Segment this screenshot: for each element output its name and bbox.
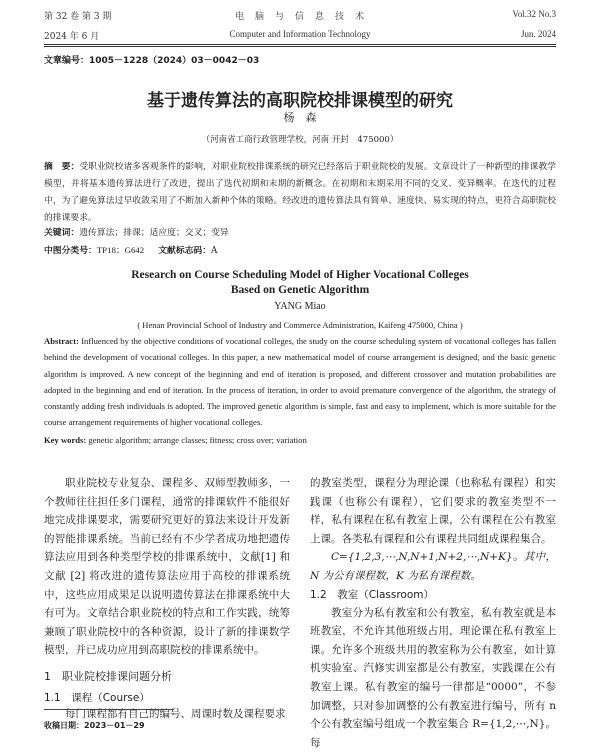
- classroom-paragraph: 教室分为私有教室和公有教室，私有教室就是本班教室，不允许其他班级占用，理论课在私有教室上课。允许多个班级共用的教室称为公有教室，如计算机实验室、汽修实训室都是公有教室，实践课在公有教室上课。私有教室的编号一律都是“0000”，不参加调整，只对参加调整的公有教室进行编号，所有 n 个公有教室编号组成一个教室集合 R={1,2,⋯,N}。每: [310, 606, 556, 749]
- abstract-en: [44, 333, 556, 431]
- intro-paragraph: 职业院校专业复杂、课程多、双师型教师多，一个教师往往担任多门课程，通常的排课软件不能很好地完成排课要求，需要研究更好的算法来设计开发新的智能排课系统。当前已经有不少学者成功地把遗传算法应用到各种类型学校的排课系统中，文献[1] 和文献 [2] 将改进的遗传算法应用于高校的排课系统中，这些应用成果足以说明遗传算法在排课系统中大有可为。文章结合职业院校的特点和工作实践，统筹兼顾了职业院校中的各种资源，设计了新的排课数学模型，并已成功应用到高职院校的排课系统中。: [44, 477, 290, 657]
- header-rule: [44, 44, 556, 45]
- keywords-zh-text: 遗传算法；排课；适应度；交叉；变异: [79, 228, 229, 238]
- author-en: YANG Miao: [274, 301, 326, 312]
- title-en-line1: Research on Course Scheduling Model of Higher Vocational Colleges: [131, 269, 469, 281]
- section-1-heading: 1 职业院校排课问题分析: [44, 669, 172, 683]
- affiliation-zh: （河南省工商行政管理学校，河南 开封 475000）: [201, 135, 399, 145]
- header-date-en: Jun. 2024: [520, 29, 556, 39]
- clc-value: TP18；G642: [96, 245, 145, 255]
- author-zh: 杨 森: [283, 111, 317, 124]
- abstract-zh: [44, 159, 556, 227]
- course-set-formula: C={1,2,3,⋯,N,N+1,N+2,⋯,N+K}。其中，N 为公有课程数，K 为私有课程数。: [310, 551, 556, 582]
- section-1-1-heading: 1.1 课程（Course）: [44, 691, 150, 704]
- keywords-en-text: genetic algorithm; arrange classes; fitness; cross over; variation: [86, 435, 307, 445]
- header-rule-2: [44, 46, 556, 47]
- keywords-zh: [44, 225, 556, 238]
- header-date: 2024 年 6 月: [44, 32, 100, 42]
- title-en-line2: Based on Genetic Algorithm: [230, 284, 370, 296]
- article-number: 文章编号：1005－1228（2024）03－0042－03: [44, 56, 260, 66]
- keywords-en: [44, 432, 556, 448]
- abstract-zh-label: 摘 要：: [44, 162, 80, 172]
- header-volume-en: Vol.32 No.3: [512, 9, 556, 19]
- footnote-rule: [44, 709, 174, 710]
- doc-code-value: A: [211, 246, 218, 256]
- section-1-2-heading: 1.2 教室（Classroom）: [310, 588, 434, 601]
- title-zh: 基于遗传算法的高职院校排课模型的研究: [147, 91, 453, 111]
- abstract-zh-text: 受职业院校诸多客观条件的影响，对职业院校排课系统的研究已经落后于职业院校的发展。文章设计了一种新型的排课教学模型，并将基本遗传算法进行了改进，提出了迭代初期和末期的新概念。在初期和末期采用不同的交叉、变异概率。在迭代的过程中，为了避免算法过早收敛采用了不断加入新种个体的策略。经改进的遗传算法具有简单、速度快、易实现的特点，更符合高职院校的排课要求。: [44, 162, 556, 223]
- body-left-column: [44, 474, 290, 724]
- doc-code-label: 文献标志码：: [158, 246, 212, 256]
- section-1-1-text: 每门课程都有自己的编号、周课时数及课程要求: [65, 707, 286, 720]
- affiliation-en: ( Henan Provincial School of Industry and Commerce Administration, Kaifeng 475000, China ): [137, 320, 463, 330]
- abstract-en-text: Influenced by the objective conditions of vocational colleges, the study on the course scheduling system of vocational colleges has fallen behind the development of vocational colleges. In this paper, a new mathematical model of course arrangement is designed, and the basic genetic algorithm is improved. A new concept of the beginning and end of iteration is proposed, and different crossover and mutation probabilities are adopted in the beginning and end of iteration. In the process of iteration, in order to avoid premature convergence of the algorithm, the strategy of constantly adding fresh individuals is adopted. The improved genetic algorithm is simple, fast and easy to implement, which is more suitable for the course arrangement requirements of higher vocational colleges.: [44, 336, 556, 428]
- received-date: 收稿日期：2023－01－29: [44, 721, 145, 730]
- header-journal-zh: 电 脑 与 信 息 技 术: [234, 12, 365, 22]
- header-journal-en: Computer and Information Technology: [229, 29, 371, 39]
- clc-label: 中图分类号：: [44, 246, 97, 256]
- keywords-zh-label: 关键词：: [44, 228, 80, 238]
- header-volume: 第 32 卷 第 3 期: [44, 12, 112, 22]
- course-paragraph: 的教室类型，课程分为理论课（也称私有课程）和实践课（也称公有课程），它们要求的教室类型不一样，私有课程在私有教室上课，公有课程在公有教室上课。各类私有课程和公有课程共同组成课程集合。: [310, 477, 556, 545]
- classification: [44, 243, 217, 256]
- abstract-en-label: Abstract:: [44, 336, 79, 346]
- body-right-column: [310, 474, 556, 752]
- keywords-en-label: Key words:: [44, 435, 87, 445]
